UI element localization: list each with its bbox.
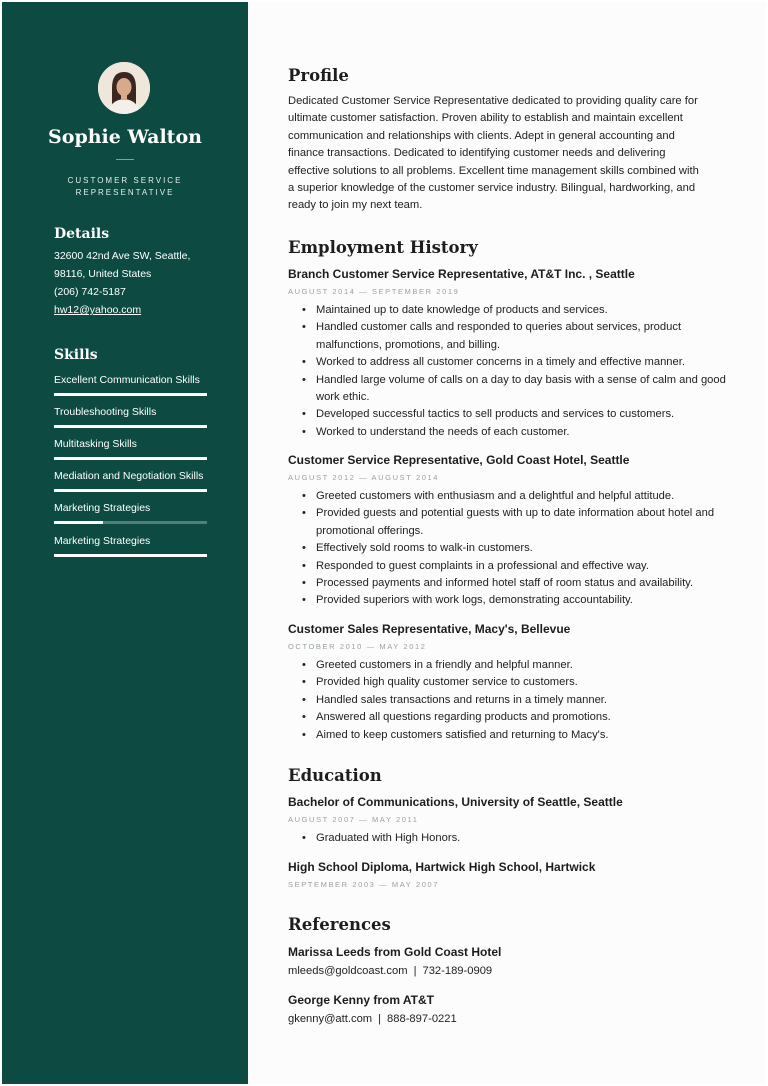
address-line2: 98116, United States [54,268,152,280]
skill-item [54,534,207,557]
skill-bar [54,393,207,396]
avatar-portrait-icon [98,62,150,114]
list-item: • Developed successful tactics to sell products and services to customers. [316,406,728,423]
job-title: Customer Sales Representative, Macy's, Bellevue [288,622,571,636]
job-bullets [316,657,728,744]
education-heading: Education [288,766,382,785]
skill-item [54,469,207,492]
job-bullets [316,488,728,610]
reference-email: mleeds@goldcoast.com [288,965,408,977]
profile-line: effective solutions to all problems. Excellent time management skills combined with [288,164,699,177]
reference-phone: 888-897-0221 [387,1013,457,1025]
skills-heading: Skills [54,347,98,363]
skill-bar [54,554,207,557]
job-title: Branch Customer Service Representative, AT&T Inc. , Seattle [288,267,635,281]
profile-heading: Profile [288,66,349,85]
list-item: • Greeted customers with enthusiasm and a delightful and helpful attitude. [316,488,728,505]
separator: | [378,1013,382,1025]
job-title: Customer Service Representative, Gold Coast Hotel, Seattle [288,453,630,467]
email-link[interactable]: hw12@yahoo.com [54,304,142,316]
skill-bar [54,521,207,524]
separator: | [413,965,417,977]
skill-bar-fill [54,521,103,524]
profile-line: Dedicated Customer Service Representative dedicated to providing quality care for [288,95,698,107]
sidebar [2,2,248,1084]
skill-bar [54,425,207,428]
profile-line: ultimate customer satisfaction. Proven ability to establish and maintain excellent [288,112,683,125]
skill-item [54,373,207,396]
address-line1: 32600 42nd Ave SW, Seattle, [54,250,191,262]
list-item: • Aimed to keep customers satisfied and returning to Macy's. [316,727,728,744]
job-dates: AUGUST 2012 — AUGUST 2014 [288,473,440,482]
education-bullets [316,830,728,847]
candidate-name: Sophie Walton [48,126,202,148]
profile-line: ready to join my next team. [288,199,423,212]
skill-label: Mediation and Negotiation Skills [54,470,204,482]
reference-email: gkenny@att.com [288,1013,373,1025]
list-item: • Responded to guest complaints in a professional and effective way. [316,558,728,575]
list-item: • Worked to address all customer concerns in a timely and effective manner. [316,354,728,371]
candidate-title-line2: REPRESENTATIVE [75,188,175,197]
list-item: • Provided guests and potential guests with up to date information about hotel and promotional offerings. [316,505,728,540]
list-item: • Worked to understand the needs of each customer. [316,424,728,441]
list-item: • Handled customer calls and responded to queries about services, product malfunctions, promotions, and billing. [316,319,728,354]
candidate-title [2,175,248,199]
name-divider [116,159,134,160]
skill-bar-fill [54,457,207,460]
reference-contact [288,965,492,977]
phone: (206) 742-5187 [54,286,126,298]
reference-contact [288,1013,457,1025]
employment-heading: Employment History [288,238,478,257]
candidate-title-line1: CUSTOMER SERVICE [67,176,183,185]
details-block [54,247,190,319]
skill-item [54,405,207,428]
profile-line: finance transactions. Dedicated to identifying customer needs and delivering [288,147,666,160]
skill-item [54,501,207,524]
education-dates: SEPTEMBER 2003 — MAY 2007 [288,880,440,889]
education-title: Bachelor of Communications, University of Seattle, Seattle [288,795,623,809]
skill-item [54,437,207,460]
skill-label: Multitasking Skills [54,438,137,450]
skill-label: Marketing Strategies [54,502,151,514]
details-heading: Details [54,226,110,242]
skill-label: Excellent Communication Skills [54,374,200,386]
skill-bar-fill [54,425,207,428]
list-item: • Greeted customers in a friendly and helpful manner. [316,657,728,674]
reference-name: Marissa Leeds from Gold Coast Hotel [288,945,502,959]
list-item: • Handled large volume of calls on a day to day basis with a sense of calm and good work ethic. [316,372,728,407]
skill-bar-fill [54,554,207,557]
list-item: • Provided high quality customer service to customers. [316,674,728,691]
list-item: • Maintained up to date knowledge of products and services. [316,302,728,319]
list-item: • Graduated with High Honors. [316,830,728,847]
profile-text [288,93,728,215]
list-item: • Handled sales transactions and returns in a timely manner. [316,692,728,709]
references-heading: References [288,915,391,934]
reference-name: George Kenny from AT&T [288,993,435,1007]
job-dates: AUGUST 2014 — SEPTEMBER 2019 [288,287,460,296]
skill-label: Marketing Strategies [54,535,151,547]
list-item: • Effectively sold rooms to walk-in customers. [316,540,728,557]
education-title: High School Diploma, Hartwick High School, Hartwick [288,860,596,874]
reference-phone: 732-189-0909 [422,965,493,977]
job-dates: OCTOBER 2010 — MAY 2012 [288,642,427,651]
list-item: • Answered all questions regarding products and promotions. [316,709,728,726]
list-item: • Provided superiors with work logs, demonstrating accountability. [316,592,728,609]
skill-label: Troubleshooting Skills [54,406,157,418]
avatar [98,62,150,114]
skill-bar-fill [54,489,207,492]
education-dates: AUGUST 2007 — MAY 2011 [288,815,419,824]
profile-line: a superior knowledge of the customer service industry. Bilingual, hardworking, and [288,182,696,195]
job-bullets [316,302,728,441]
skill-bar-fill [54,393,207,396]
skill-bar [54,457,207,460]
list-item: • Processed payments and informed hotel staff of room status and availability. [316,575,728,592]
skill-bar [54,489,207,492]
main-content [248,2,766,1084]
profile-line: communication and relationships with clients. Adept in general accounting and [288,129,675,142]
